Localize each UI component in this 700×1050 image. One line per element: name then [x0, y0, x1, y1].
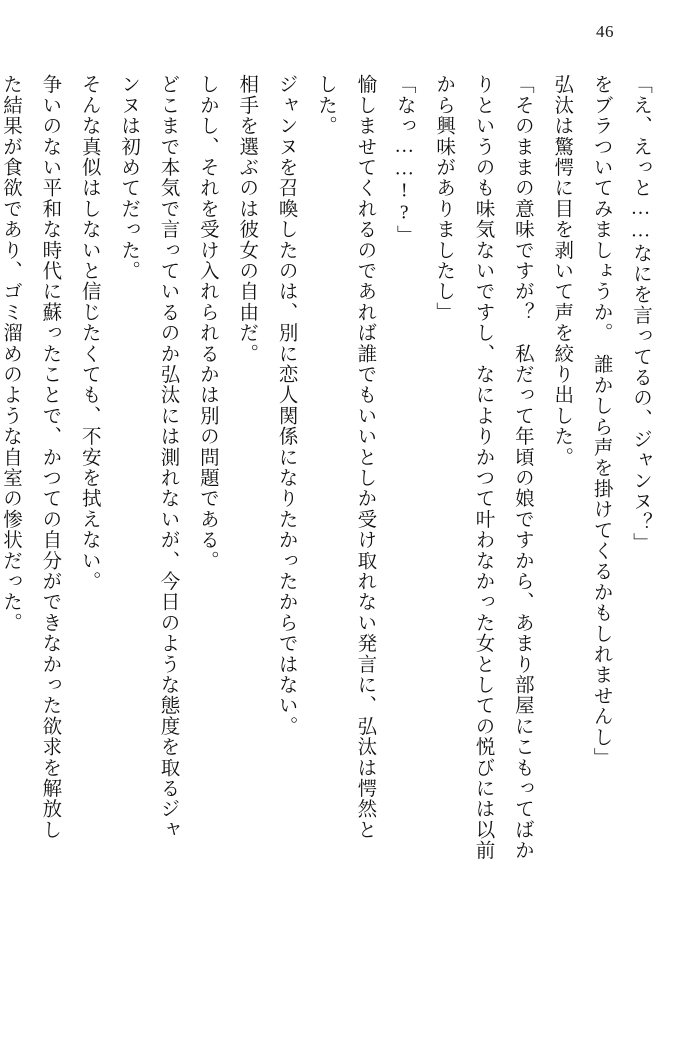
paragraph: ジャンヌを召喚したのは、別に恋人関係になりたかったからではない。	[275, 74, 297, 737]
page-number: 46	[596, 22, 614, 41]
paragraph: をブラついてみましょうか。 誰かしら声を掛けてくるかもしれませんし」	[590, 74, 612, 769]
paragraph: しかし、それを受け入れられるかは別の問題である。	[196, 74, 218, 571]
paragraph: どこまで本気で言っているのか弘汰には測れないが、今日のような態度を取るジャ	[157, 74, 179, 840]
paragraph: した。	[315, 74, 336, 137]
paragraph: 相手を選ぶのは彼女の自由だ。	[236, 74, 258, 364]
paragraph: た結果が食欲であり、ゴミ溜めのような自室の惨状だった。	[0, 74, 21, 633]
paragraph: そんな真似はしないと信じたくても、不安を拭えない。	[78, 74, 100, 592]
page-text-body	[0, 74, 660, 984]
paragraph: 「なっ……!?」	[393, 74, 415, 246]
paragraph: ンヌは初めてだった。	[118, 74, 140, 281]
paragraph: 弘汰は驚愕に目を剥いて声を絞り出した。	[551, 74, 573, 468]
paragraph: りというのも味気ないですし、なによりかつて叶わなかった女としての悦びには以前	[472, 74, 494, 861]
paragraph: 愉しませてくれるのであれば誰でもいいとしか受け取れない発言に、弘汰は愕然と	[354, 74, 376, 840]
paragraph: 「そのままの意味ですが？ 私だって年頃の娘ですから、あまり部屋にこもってばか	[511, 74, 533, 861]
paragraph: から興味がありましたし」	[433, 74, 455, 323]
paragraph: 争いのない平和な時代に蘇ったことで、かつての自分ができなかった欲求を解放し	[39, 74, 61, 840]
paragraph: 「え、えっと……なにを言ってるの、ジャンヌ？」	[630, 74, 651, 554]
